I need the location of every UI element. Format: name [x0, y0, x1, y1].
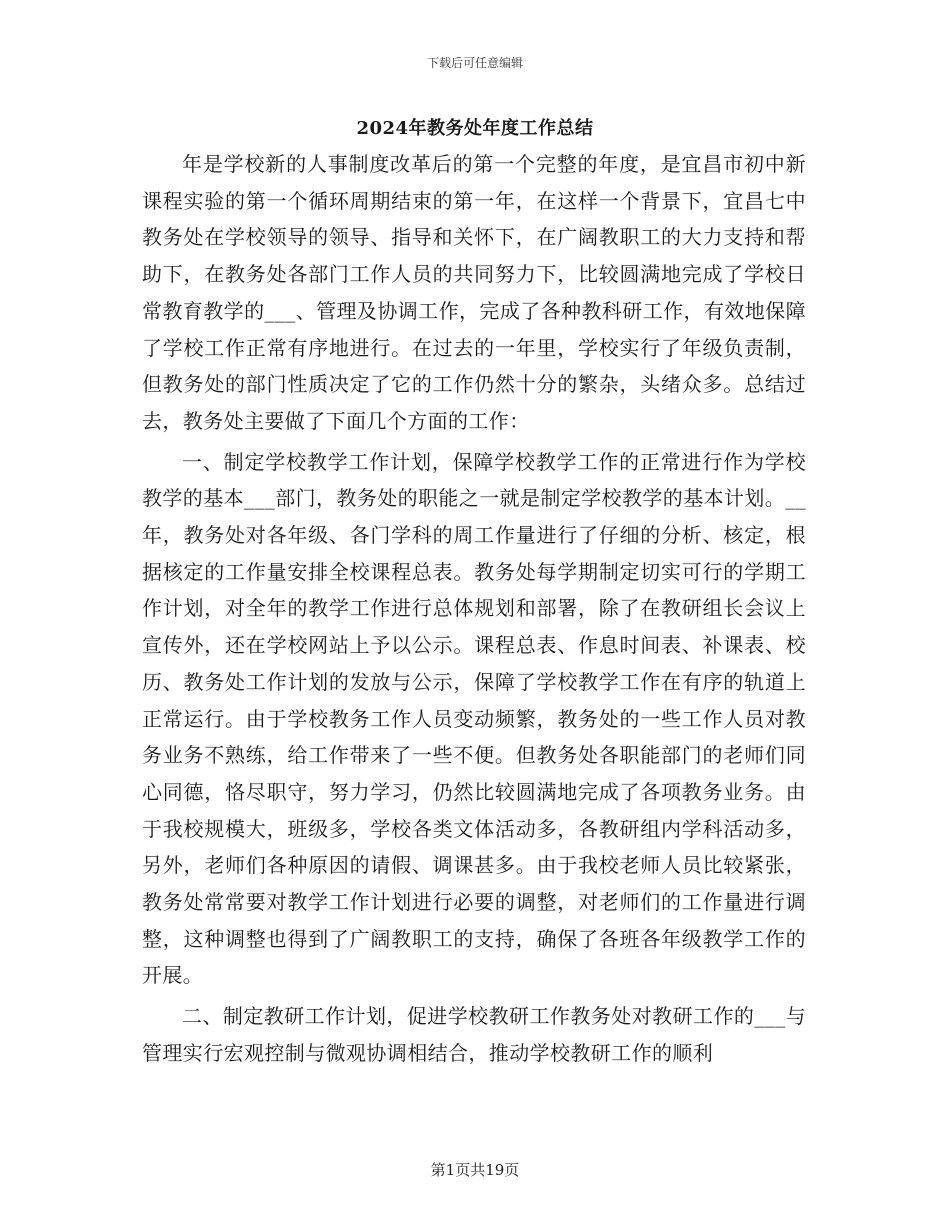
header-note: 下载后可任意编辑 — [426, 56, 523, 70]
document-body — [142, 146, 806, 1072]
page-number: 第1页共19页 — [430, 1161, 520, 1179]
paragraph-section-1: 一、制定学校教学工作计划，保障学校教学工作的正常进行作为学校教学的基本___部门，教务处的职能之一就是制定学校教学的基本计划。__年，教务处对各年级、各门学科的周工作量进行了仔细的分析、核定，根据核定的工作量安排全校课程总表。教务处每学期制定切实可行的学期工作计划，对全年的教学工作进行总体规划和部署，除了在教研组长会议上宣传外，还在学校网站上予以公示。课程总表、作息时间表、补课表、校历、教务处工作计划的发放与公示，保障了学校教学工作在有序的轨道上正常运行。由于学校教务工作人员变动频繁，教务处的一些工作人员对教务业务不熟练，给工作带来了一些不便。但教务处各职能部门的老师们同心同德，恪尽职守，努力学习，仍然比较圆满地完成了各项教务业务。由于我校规模大，班级多，学校各类文体活动多，各教研组内学科活动多，另外，老师们各种原因的请假、调课甚多。由于我校老师人员比较紧张，教务处常常要对教学工作计划进行必要的调整，对老师们的工作量进行调整，这种调整也得到了广阔教职工的支持，确保了各班各年级教学工作的开展。 — [142, 449, 806, 988]
paragraph-section-2: 二、制定教研工作计划，促进学校教研工作教务处对教研工作的___与管理实行宏观控制与微观协调相结合，推动学校教研工作的顺利 — [142, 1004, 806, 1065]
document-title: 2024年教务处年度工作总结 — [356, 118, 594, 139]
paragraph-intro: 年是学校新的人事制度改革后的第一个完整的年度，是宜昌市初中新课程实验的第一个循环周期结束的第一年，在这样一个背景下，宜昌七中教务处在学校领导的领导、指导和关怀下，在广阔教职工的大力支持和帮助下，在教务处各部门工作人员的共同努力下，比较圆满地完成了学校日常教育教学的___、管理及协调工作，完成了各种教科研工作，有效地保障了学校工作正常有序地进行。在过去的一年里，学校实行了年级负责制，但教务处的部门性质决定了它的工作仍然十分的繁杂，头绪众多。总结过去，教务处主要做了下面几个方面的工作： — [142, 152, 806, 433]
